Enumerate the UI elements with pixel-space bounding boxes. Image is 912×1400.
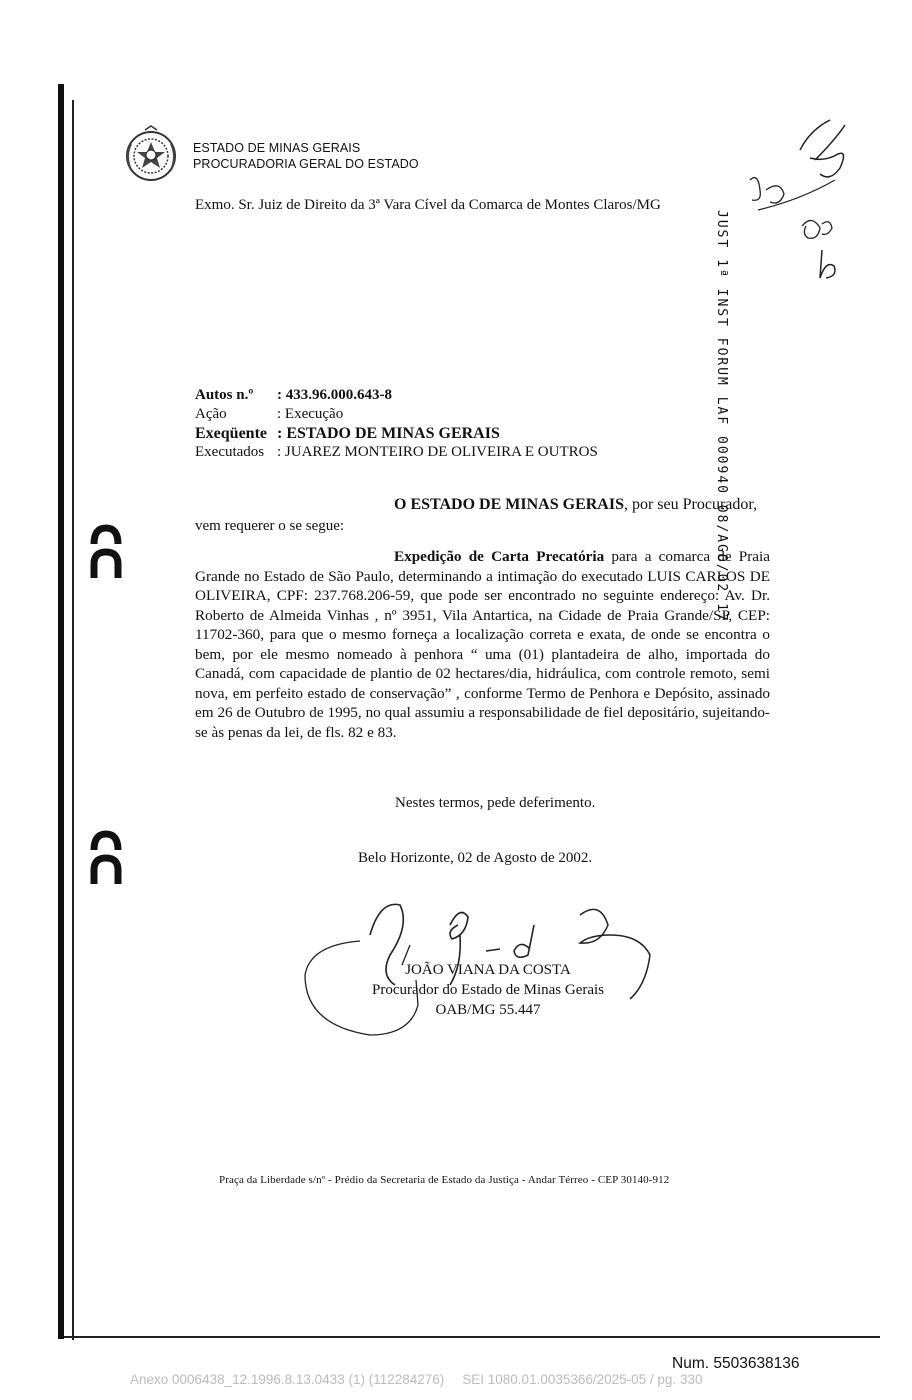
- action-row: [195, 405, 598, 424]
- place-date-line: Belo Horizonte, 02 de Agosto de 2002.: [358, 850, 593, 866]
- punch-mark-lower: [90, 828, 122, 886]
- watermark-sei: SEI 1080.01.0035366/2025-05 / pg. 330: [462, 1372, 703, 1387]
- petitioner-rest: , por seu Procurador,: [623, 496, 758, 513]
- plaintiff-value: : ESTADO DE MINAS GERAIS: [277, 425, 500, 442]
- case-number-row: [195, 386, 598, 405]
- signer-name: JOÃO VIANA DA COSTA: [405, 962, 571, 978]
- punch-mark-upper: [90, 522, 122, 580]
- petitioner-name: O ESTADO DE MINAS GERAIS: [394, 496, 624, 513]
- defendants-label: Executados: [195, 444, 265, 460]
- issuer-state: ESTADO DE MINAS GERAIS: [193, 141, 361, 155]
- scan-border-inner: [72, 100, 74, 1340]
- addressee-line: Exmo. Sr. Juiz de Direito da 3ª Vara Cível da Comarca de Montes Claros/MG: [195, 197, 661, 213]
- handwritten-page-annotation: [740, 110, 860, 290]
- petition-intro: [394, 496, 757, 514]
- signer-registration: OAB/MG 55.447: [435, 1002, 541, 1018]
- issuer-agency: PROCURADORIA GERAL DO ESTADO: [193, 157, 419, 171]
- plaintiff-row: [195, 424, 598, 443]
- plaintiff-label: Exeqüente: [195, 425, 267, 442]
- case-number-value: : 433.96.000.643-8: [277, 387, 392, 403]
- signer-block: [358, 960, 618, 1020]
- court-reception-stamp: JUST 1ª INST FORUM LAF 000940 08/AGO/02 17: [714, 210, 729, 623]
- petition-intro-line2: vem requerer o se segue:: [195, 518, 345, 534]
- scan-border-bottom: [64, 1336, 880, 1338]
- action-label: Ação: [195, 406, 227, 422]
- petition-body: [195, 547, 770, 742]
- case-number-label: Autos n.º: [195, 387, 254, 403]
- action-value: : Execução: [277, 406, 344, 422]
- closing-formula: Nestes termos, pede deferimento.: [395, 795, 596, 811]
- scan-border-left: [58, 84, 64, 1339]
- defendants-value: : JUAREZ MONTEIRO DE OLIVEIRA E OUTROS: [277, 444, 598, 460]
- footer-watermark: [130, 1372, 702, 1387]
- request-text: para a comarca de Praia Grande no Estado de São Paulo, determinando a intimação do executado LUIS CARLOS DE OLIVEIRA, CPF: 237.768.206-59, que pode ser encontrado no seguinte endereço: Av. Dr. Roberto de Almeida Vinhas , nº 3951, Vila Antartica, na Cidade de Praia Grande/SP, CEP: 11702-360, para que o mesmo forneça a localização correta e exata, de onde se encontra o bem, por ele mesmo nomeado à penhora “ uma (01) plantadeira de alho, importada do Canadá, com capacidade de plantio de 02 hectares/dia, hidráulica, com controle remoto, semi nova, em perfeito estado de conservação” , conforme Termo de Penhora e Depósito, assinado em 26 de Outubro de 1995, no qual assumiu a responsabilidade de fiel depositário, sujeitando-se às penas da lei, de fls. 82 e 83.: [195, 548, 771, 741]
- signer-title: Procurador do Estado de Minas Gerais: [371, 982, 605, 998]
- issuer-header: [193, 140, 419, 172]
- state-seal-icon: [121, 124, 181, 184]
- watermark-annex: Anexo 0006438_12.1996.8.13.0433 (1) (112284276): [130, 1372, 445, 1387]
- request-title: Expedição de Carta Precatória: [394, 548, 605, 565]
- case-details: [195, 386, 598, 462]
- defendants-row: [195, 443, 598, 462]
- document-number: Num. 5503638136: [672, 1355, 800, 1372]
- footer-address: Praça da Liberdade s/nº - Prédio da Secretaria de Estado da Justiça - Andar Térreo - CEP 30140-912: [219, 1174, 670, 1186]
